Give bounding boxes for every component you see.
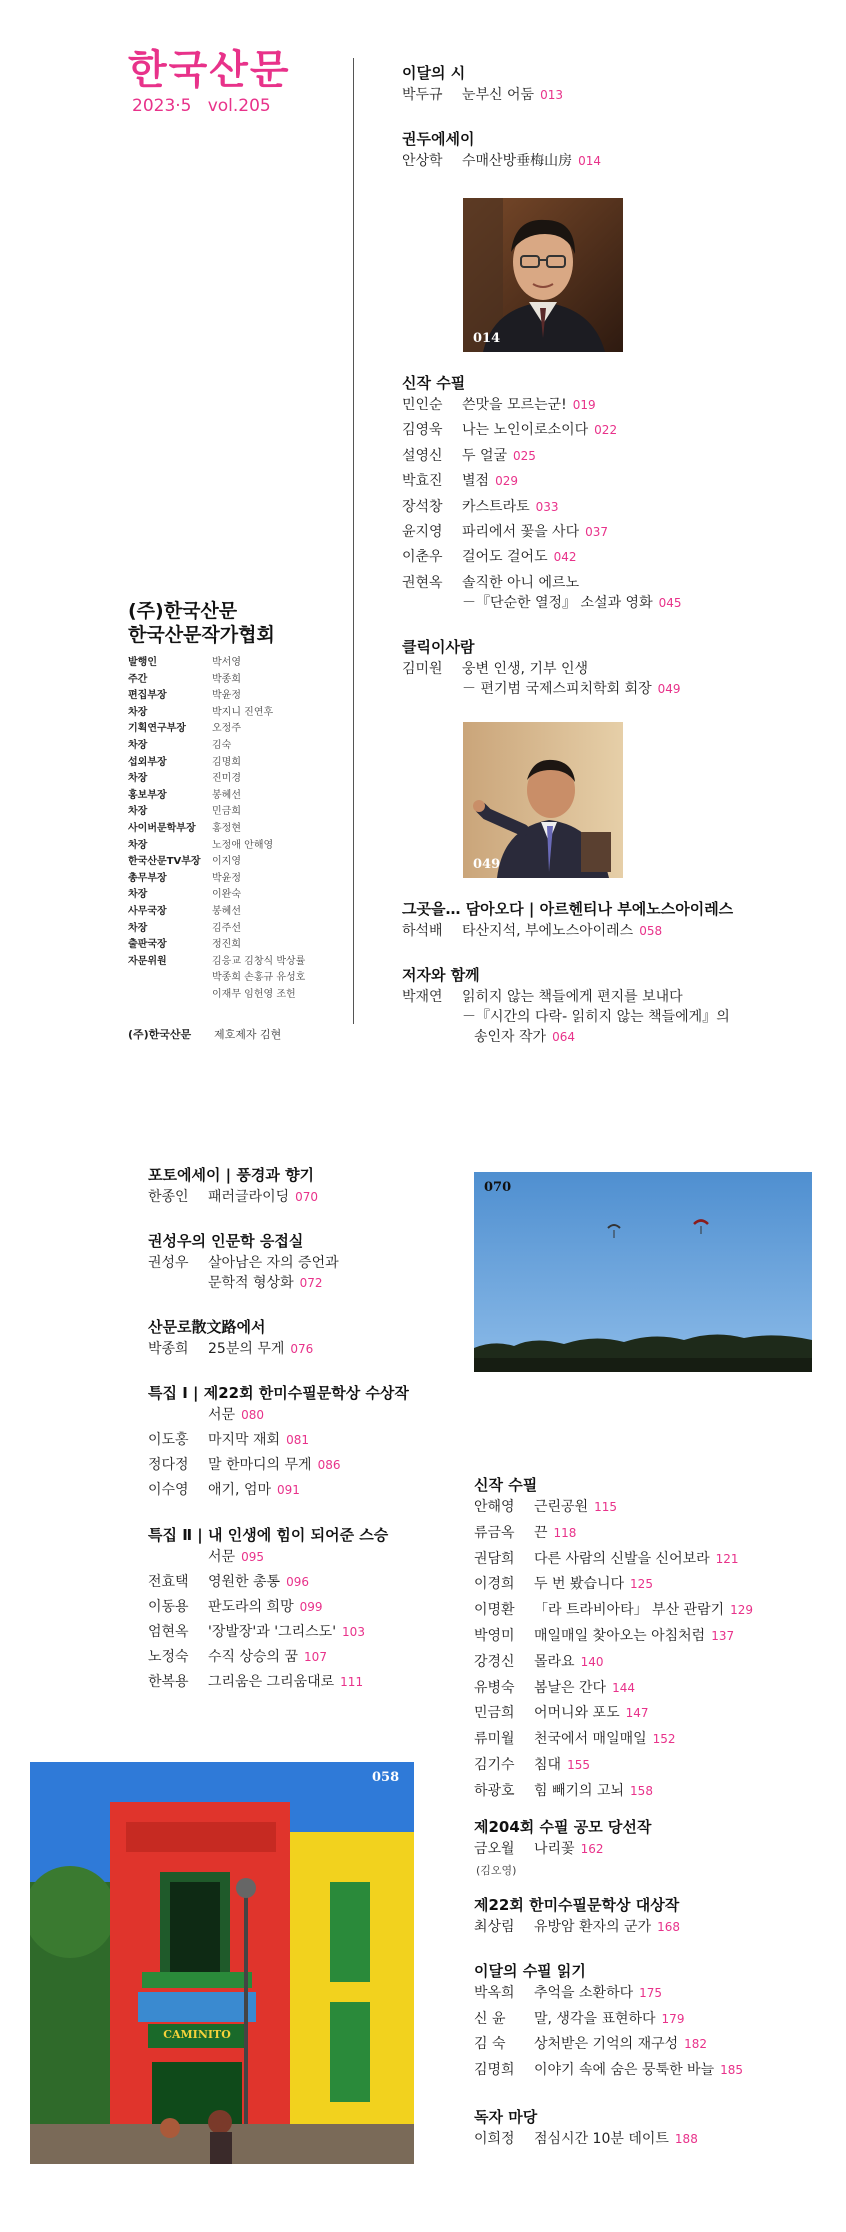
toc-entry-title: 서문 [208,1549,236,1565]
toc-entry-subtitle: －『단순한 열정』 소설과 영화 [462,595,653,611]
staff-name: 김주선 [212,922,241,934]
speaker-photo [463,722,623,878]
toc-entry-title: 말 한마디의 무게 [208,1457,312,1473]
section-click-person: 클릭이사람 [402,638,475,656]
section-monthly-reading: 이달의 수필 읽기 [474,1962,586,1980]
toc-entry-continuation[interactable] [462,1008,730,1027]
toc-entry-page: 125 [630,1577,653,1592]
toc-entry[interactable] [148,1406,264,1425]
staff-row [128,789,241,803]
toc-entry[interactable] [402,660,588,679]
toc-entry-title: 말, 생각을 표현하다 [534,2010,656,2027]
toc-entry-page: 140 [580,1654,604,1669]
staff-role: 차장 [128,839,148,851]
toc-entry[interactable] [474,2010,684,2029]
staff-role: 한국산문TV부장 [128,856,201,868]
toc-entry-author: 박두규 [402,87,443,103]
staff-name: 박종희 손홍규 유성호 [212,972,306,984]
toc-entry[interactable] [402,86,563,105]
toc-entry-author: 하광호 [474,1782,515,1799]
toc-entry-title: 눈부신 어둠 [462,87,535,103]
toc-entry-page: 182 [684,2037,708,2051]
toc-entry-title: 패러글라이딩 [208,1189,290,1205]
toc-entry[interactable] [402,472,518,491]
staff-name: 민금희 [212,806,241,818]
toc-entry[interactable] [148,1431,309,1450]
toc-entry[interactable] [148,1673,363,1692]
footer-company: (주)한국산문 [128,1028,192,1041]
section-new-essays: 신작 수필 [402,374,466,392]
toc-entry[interactable] [402,447,536,466]
toc-entry-author: 권현옥 [402,574,443,591]
staff-role: 차장 [128,922,148,934]
toc-entry[interactable] [474,1730,676,1749]
toc-entry-page: 168 [657,1920,680,1934]
staff-name: 이재무 임헌영 조헌 [212,989,296,1000]
staff-role: 차장 [128,773,148,785]
toc-entry-author: 이수영 [148,1482,189,1498]
toc-entry-author: 노정숙 [148,1649,189,1665]
staff-row [128,855,241,869]
section-special-2: 특집 Ⅱ | 내 인생에 힘이 되어준 스승 [148,1526,389,1544]
toc-entry-page: 076 [290,1342,314,1356]
toc-entry-page: 049 [657,682,681,696]
author-alias-note: (김오영) [476,1864,517,1877]
toc-entry-page: 115 [594,1500,618,1514]
toc-entry-subtitle: 문학적 형상화 [208,1275,294,1291]
toc-entry[interactable] [148,1481,300,1500]
toc-entry[interactable] [402,152,601,171]
toc-entry-title: 봄날은 간다 [534,1679,607,1696]
toc-entry-page: 025 [513,448,536,463]
toc-entry[interactable] [402,421,617,440]
toc-entry[interactable] [402,523,608,542]
toc-entry[interactable] [402,548,577,567]
toc-entry-title: 별점 [462,473,490,490]
staff-row [128,656,241,670]
staff-role: 출판국장 [128,939,167,951]
toc-entry-page: 037 [585,525,608,539]
toc-entry-title: 읽히지 않는 책들에게 편지를 보내다 [462,989,683,1005]
toc-entry[interactable] [148,1573,309,1592]
toc-entry-author: 박효진 [402,473,443,490]
staff-row [128,839,273,853]
toc-entry[interactable] [474,1653,603,1672]
paragliding-photo [474,1172,812,1372]
toc-entry[interactable] [474,1575,653,1594]
toc-entry-page: 144 [612,1680,635,1695]
toc-entry-page: 095 [241,1550,264,1564]
staff-name: 박지니 진연후 [212,706,274,718]
toc-entry-title: 판도라의 희망 [208,1599,294,1615]
section-buenos-aires: 그곳을… 담아오다 | 아르헨티나 부에노스아이레스 [402,900,734,918]
toc-entry-continuation[interactable] [462,680,681,699]
staff-role: 주간 [128,673,148,685]
sky-illustration [474,1172,812,1372]
toc-entry-author: 박영미 [474,1628,515,1644]
staff-name: 오정주 [212,723,241,735]
staff-role: 기획연구부장 [128,723,186,735]
staff-name: 홍정현 [212,823,241,834]
staff-row [128,971,305,985]
toc-entry-page: 014 [578,154,602,168]
toc-entry[interactable] [474,1627,734,1646]
toc-entry-page: 162 [580,1842,604,1856]
toc-entry-author: 안상학 [402,153,443,169]
toc-entry-author: 민인순 [402,397,443,413]
staff-row [128,822,241,836]
section-contest-winner: 제204회 수필 공모 당선작 [474,1818,652,1836]
toc-entry-page: 111 [340,1675,364,1689]
toc-entry-title: 카스트라토 [462,498,530,515]
toc-entry-title: 솔직한 아니 에르노 [462,574,580,591]
staff-name: 김명희 [212,756,241,768]
toc-entry-author: 윤지영 [402,524,443,540]
toc-entry-author: 이동용 [148,1599,189,1615]
toc-entry-page: 081 [286,1433,309,1447]
toc-entry-author: 박옥희 [474,1985,515,2001]
staff-name: 정진희 [212,939,241,951]
staff-name: 진미경 [212,773,241,785]
staff-name: 봉혜선 [212,906,241,917]
footer-credit: 제호제자 김현 [214,1028,282,1041]
toc-entry-author: 안해영 [474,1499,515,1515]
photo-page-number: 070 [484,1180,512,1195]
toc-entry-subtitle: 송인자 작가 [474,1029,547,1045]
toc-entry-title: 쓴맛을 모르는군! [462,397,567,413]
staff-role: 차장 [128,706,148,718]
toc-entry-title: 어머니와 포도 [534,1705,620,1722]
toc-entry-author: 권성우 [148,1255,189,1271]
toc-entry-title: 근린공원 [534,1499,589,1515]
toc-entry-page: 096 [286,1575,309,1589]
section-readers-corner: 독자 마당 [474,2108,538,2126]
toc-entry[interactable] [474,1984,662,2003]
toc-entry-author: 이춘우 [402,549,443,566]
toc-entry-subtitle: －『시간의 다락- 읽히지 않는 책들에게』의 [462,1009,730,1025]
toc-entry[interactable] [148,1254,339,1273]
staff-name: 이지영 [212,856,241,868]
toc-entry-page: 086 [317,1458,341,1472]
staff-row [128,805,241,819]
toc-entry-page: 058 [639,924,663,938]
toc-entry[interactable] [474,1756,590,1775]
toc-entry-title: 다른 사람의 신발을 신어보라 [534,1550,710,1567]
toc-entry-page: 045 [658,596,682,610]
toc-entry-author: 김영욱 [402,422,443,439]
toc-entry-page: 121 [715,1551,739,1566]
staff-row [128,772,241,786]
publisher-association: 한국산문작가협회 [128,624,275,646]
staff-name: 박종희 [212,673,241,685]
toc-entry-title: 유방암 환자의 군가 [534,1919,652,1935]
toc-entry[interactable] [148,1456,340,1475]
toc-entry-page: 099 [299,1600,323,1614]
staff-row [128,905,241,919]
toc-entry-title: 이야기 속에 숨은 뭉툭한 바늘 [534,2061,715,2078]
staff-row [128,872,241,886]
toc-entry-page: 175 [639,1986,663,2000]
toc-entry-author: 엄현옥 [148,1624,189,1640]
staff-row [128,888,241,902]
toc-entry-author: 이명환 [474,1602,515,1619]
toc-entry-author: 이경희 [474,1576,515,1593]
toc-entry[interactable] [148,1548,264,1567]
toc-entry-author: 이희정 [474,2131,515,2147]
toc-entry-title: 천국에서 매일매일 [534,1731,647,1748]
staff-role: 편집부장 [128,690,167,702]
toc-entry[interactable] [474,1550,739,1569]
toc-entry-page: 179 [661,2011,685,2026]
toc-entry-page: 103 [342,1625,365,1639]
toc-entry-author: 류금옥 [474,1524,515,1541]
toc-entry-author: 한복용 [148,1674,189,1690]
toc-entry-title: '장발장'과 '그리스도' [208,1624,337,1640]
toc-entry-page: 070 [295,1190,319,1204]
toc-entry[interactable] [148,1188,318,1207]
toc-entry[interactable] [148,1340,313,1359]
staff-row [128,689,241,703]
toc-entry-title: 나는 노인이로소이다 [462,422,589,439]
toc-entry-title: 끈 [534,1524,548,1541]
staff-name: 이완숙 [212,889,241,901]
toc-entry-author: 민금희 [474,1705,515,1722]
portrait-illustration [463,198,623,352]
toc-entry-page: 033 [535,499,559,514]
toc-entry[interactable] [474,2035,707,2054]
toc-entry-title: 파리에서 꽃을 사다 [462,524,580,540]
toc-entry-author: 박재연 [402,989,443,1005]
toc-entry-page: 152 [652,1732,676,1747]
toc-entry-page: 091 [277,1483,300,1497]
toc-entry-title: 웅변 인생, 기부 인생 [462,661,588,677]
toc-entry-author: 최상림 [474,1919,515,1935]
toc-entry-author: 강경신 [474,1653,515,1670]
speaker-illustration [463,722,623,878]
staff-row [128,988,296,1002]
toc-entry-title: 25분의 무게 [208,1341,285,1357]
issue-info: 2023·5 vol.205 [132,96,271,116]
toc-entry[interactable] [474,2130,698,2149]
toc-entry-author: 전효택 [148,1574,189,1590]
staff-row [128,955,305,969]
section-monthly-poem: 이달의 시 [402,64,466,82]
toc-entry-author: 장석창 [402,498,443,515]
toc-entry-title: 두 번 봤습니다 [534,1576,625,1593]
toc-entry-author: 하석배 [402,923,443,939]
toc-entry-title: 영원한 총통 [208,1574,281,1590]
toc-entry-title: 상처받은 기억의 재구성 [534,2036,679,2052]
toc-entry-continuation[interactable] [208,1274,323,1293]
toc-entry-continuation[interactable] [462,594,682,613]
toc-entry-title: 수직 상승의 꿈 [208,1649,299,1665]
toc-entry[interactable] [148,1598,323,1617]
toc-entry-page: 155 [567,1758,590,1772]
staff-role: 사이버문학부장 [128,823,196,834]
toc-entry-page: 019 [572,398,596,412]
staff-row [128,722,241,736]
staff-role: 섭외부장 [128,756,167,768]
staff-role: 차장 [128,740,148,751]
toc-entry-author: 정다정 [148,1457,189,1473]
toc-entry[interactable] [402,988,683,1007]
staff-role: 자문위원 [128,955,167,967]
toc-entry[interactable] [474,1704,649,1723]
section-special-1: 특집 Ⅰ | 제22회 한미수필문학상 수상작 [148,1384,409,1402]
toc-entry-page: 118 [553,1525,577,1540]
caminito-sign: CAMINITO [163,2028,231,2041]
section-hanmi-grand-prize: 제22회 한미수필문학상 대상작 [474,1896,680,1914]
staff-name: 김숙 [212,740,232,751]
toc-entry-title: 침대 [534,1757,562,1773]
toc-entry-page: 072 [299,1276,323,1290]
toc-entry-title: 수매산방垂梅山房 [462,153,573,169]
toc-entry[interactable] [474,1679,635,1698]
staff-role: 차장 [128,889,148,901]
photo-page-number: 049 [473,857,501,872]
toc-entry-title: 점심시간 10분 데이트 [534,2131,669,2147]
toc-entry[interactable] [474,1840,603,1859]
toc-entry[interactable] [474,1601,753,1620]
toc-entry-author: 김기수 [474,1757,515,1773]
toc-entry-page: 022 [594,423,618,438]
section-humanities-salon: 권성우의 인문학 응접실 [148,1232,304,1250]
toc-entry[interactable] [402,922,662,941]
staff-name: 박서영 [212,657,241,668]
toc-entry-author: 금오월 [474,1841,515,1857]
toc-entry-author: 박종희 [148,1341,189,1357]
caminito-illustration [30,1762,414,2164]
toc-entry[interactable] [474,1524,576,1543]
toc-entry-subtitle: － 편기범 국제스피치학회 회장 [462,681,652,697]
section-with-author: 저자와 함께 [402,966,480,984]
section-new-essays-2: 신작 수필 [474,1476,538,1494]
staff-row [128,673,241,687]
toc-entry[interactable] [474,1918,680,1937]
staff-row [128,706,273,720]
brand-logo: 한국산문 [128,47,291,93]
photo-page-number: 058 [372,1770,400,1785]
toc-entry-title: 마지막 재회 [208,1432,281,1448]
toc-entry-title: 서문 [208,1407,236,1423]
toc-entry[interactable] [402,498,559,517]
toc-entry-title: 몰라요 [534,1653,575,1670]
staff-role: 총무부장 [128,872,167,884]
section-photo-essay: 포토에세이 | 풍경과 향기 [148,1166,315,1184]
toc-entry-title: 그리움은 그리움대로 [208,1674,335,1690]
section-opening-essay: 권두에세이 [402,130,475,148]
toc-entry-page: 158 [630,1783,653,1798]
toc-entry-title: 타산지석, 부에노스아이레스 [462,923,634,939]
toc-entry-page: 137 [711,1629,735,1643]
staff-row [128,739,231,753]
toc-entry-continuation[interactable] [474,1028,575,1047]
toc-entry[interactable] [474,1498,617,1517]
toc-entry-title: 살아남은 자의 증언과 [208,1255,339,1271]
toc-entry-title: 추억을 소환하다 [534,1985,634,2001]
author-portrait-photo [463,198,623,352]
toc-entry[interactable] [402,574,579,593]
staff-name: 봉혜선 [212,789,241,801]
toc-entry-page: 080 [241,1408,264,1422]
staff-name: 김응교 김창식 박상률 [212,955,306,967]
toc-entry-title: 나리꽃 [534,1841,575,1857]
toc-entry[interactable] [474,2061,743,2080]
toc-entry-author: 권담희 [474,1550,515,1567]
toc-entry[interactable] [474,1782,653,1801]
staff-row [128,922,241,936]
toc-entry-page: 029 [495,474,518,489]
toc-entry-page: 064 [552,1030,575,1044]
caminito-street-photo [30,1762,414,2164]
toc-entry-page: 129 [730,1603,754,1618]
column-divider [353,58,354,1024]
toc-entry-author: 김미원 [402,661,443,677]
staff-row [128,938,241,952]
toc-entry[interactable] [148,1623,365,1642]
toc-entry-title: 매일매일 찾아오는 아침처럼 [534,1628,706,1644]
staff-name: 박윤정 [212,872,241,884]
toc-entry-page: 013 [540,88,563,102]
toc-entry-page: 188 [674,2132,698,2146]
toc-entry-author: 설영신 [402,447,443,464]
toc-entry-title: 애기, 엄마 [208,1482,271,1498]
toc-entry-author: 한종인 [148,1189,189,1205]
toc-entry-title: 걸어도 걸어도 [462,549,548,566]
toc-entry-author: 김 숙 [474,2036,506,2052]
toc-entry-author: 신 윤 [474,2010,506,2027]
toc-entry-page: 147 [625,1706,649,1721]
toc-entry-author: 이도홍 [148,1432,189,1448]
toc-entry-page: 107 [304,1650,327,1664]
toc-entry[interactable] [148,1648,327,1667]
toc-entry-author: 김명희 [474,2061,515,2078]
staff-role: 사무국장 [128,906,167,917]
toc-entry-title: 두 얼굴 [462,447,508,464]
staff-role: 발행인 [128,657,157,668]
staff-role: 홍보부장 [128,789,167,801]
staff-role: 차장 [128,806,148,818]
photo-page-number: 014 [473,331,501,346]
staff-row [128,756,241,770]
toc-entry-title: 힘 빼기의 고뇌 [534,1782,625,1799]
toc-entry-author: 유병숙 [474,1679,515,1696]
staff-name: 박윤정 [212,690,241,702]
staff-name: 노정애 안해영 [212,839,274,851]
toc-entry-author: 류미월 [474,1731,515,1748]
toc-entry-page: 042 [553,550,577,565]
publisher-company: (주)한국산문 [128,600,238,622]
section-prose-road: 산문로散文路에서 [148,1318,266,1336]
toc-entry[interactable] [402,396,596,415]
toc-entry-title: 「라 트라비아타」 부산 관람기 [534,1602,725,1619]
toc-entry-page: 185 [720,2062,743,2077]
